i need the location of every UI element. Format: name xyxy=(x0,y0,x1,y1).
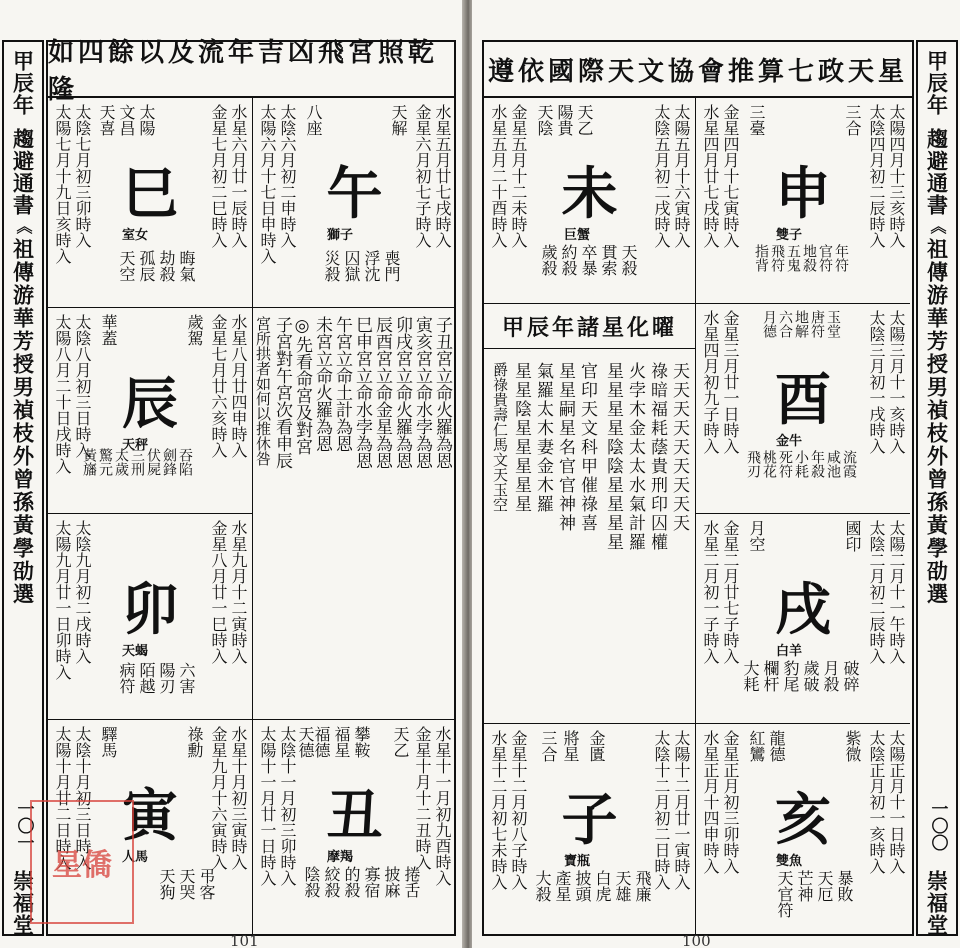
shen-label: 晦氣 xyxy=(177,250,196,282)
star-label: 三臺 xyxy=(747,104,766,136)
shen-label: 產星 xyxy=(553,870,572,902)
text-column: 午宮立命土計為恩 xyxy=(332,316,352,452)
shen-label: 弔客 xyxy=(197,868,216,900)
planet-entry: 金星二月廿七子時入 xyxy=(721,520,740,664)
page-number: 101 xyxy=(230,932,259,948)
shen-label: 豹尾 xyxy=(781,660,800,692)
star-label: 紫微 xyxy=(843,730,862,762)
planet-entry: 水星四月廿七戌時入 xyxy=(701,104,720,248)
star-row: 火孛木金太太水氣計羅 xyxy=(625,362,645,552)
star-label: 月德 xyxy=(761,310,777,338)
shen-label: 小耗 xyxy=(793,450,809,478)
planet-entry: 太陽正月十一日時入 xyxy=(887,730,906,874)
star-label: 天解 xyxy=(389,104,408,136)
spine-publisher: 崇福堂 xyxy=(10,870,36,936)
palace-char: 酉 xyxy=(775,367,831,433)
text-column: 子丑宮立命火羅為恩 xyxy=(432,316,452,469)
planet-entry: 金星五月十二未時入 xyxy=(509,104,528,248)
shen-label: 浮沈 xyxy=(362,250,381,282)
star-label: 三合 xyxy=(843,104,862,136)
star-label: 天德 xyxy=(296,726,315,758)
planet-entry: 水星十月初三寅時入 xyxy=(229,726,248,870)
palace-chou xyxy=(253,720,456,936)
star-label: 紅鸞 xyxy=(747,730,766,762)
shen-label: 年符 xyxy=(833,244,849,272)
palace-shen xyxy=(696,98,910,304)
text-column: 宮所拱者如何以推休咎 xyxy=(254,316,272,466)
shen-label: 的殺 xyxy=(342,866,361,898)
star-label: 六合 xyxy=(777,310,793,338)
star-label: 月空 xyxy=(747,520,766,552)
star-row: 天天天天天天天天天 xyxy=(669,362,689,533)
star-row: 祿暗福耗蔭貴刑印囚權 xyxy=(647,362,667,552)
spine-book-title: 趨避通書 xyxy=(10,128,36,216)
zodiac-sign: 室女 xyxy=(122,228,149,243)
shen-label: 天空 xyxy=(117,250,136,282)
palace-mao xyxy=(48,514,253,720)
palace-chen xyxy=(48,308,253,514)
red-seal-logo: 星僑 xyxy=(30,800,134,924)
planet-entry: 太陰二月初二辰時入 xyxy=(867,520,886,664)
palace-char: 亥 xyxy=(775,787,831,853)
shen-label: 暴敗 xyxy=(835,870,854,902)
zodiac-sign: 雙魚 xyxy=(776,854,803,869)
shen-label: 陌越 xyxy=(137,662,156,694)
shen-label: 天哭 xyxy=(177,868,196,900)
left-header: 如四餘以及流年吉凶飛宮照乾隆 xyxy=(48,42,454,98)
zodiac-sign: 天蝎 xyxy=(122,644,149,659)
planet-entry: 太陰六月初二申時入 xyxy=(278,104,297,248)
palace-char: 巳 xyxy=(122,161,178,227)
planet-entry: 金星四月十七寅時入 xyxy=(721,104,740,248)
text-column: 辰酉宮立命金星為恩 xyxy=(372,316,392,469)
chevron-icon: ︽ xyxy=(928,218,947,234)
right-spine-strip xyxy=(916,40,958,936)
spine-book-title: 趨避通書 xyxy=(924,128,950,216)
planet-entry: 太陽六月十七日申時入 xyxy=(258,104,277,264)
star-label: 三合 xyxy=(539,730,558,762)
star-label: 太陽 xyxy=(137,104,156,136)
palace-hai xyxy=(696,724,910,936)
right-page xyxy=(472,0,960,948)
star-row: 星星星星陰陰星星星星 xyxy=(603,362,623,552)
shen-label: 驚元 xyxy=(97,448,113,476)
shen-label: 桃花 xyxy=(761,450,777,478)
planet-entry: 金星七月初二巳時入 xyxy=(209,104,228,248)
planet-entry: 水星六月廿一辰時入 xyxy=(229,104,248,248)
palace-char: 寅 xyxy=(122,783,178,849)
shen-label: 陽刃 xyxy=(157,662,176,694)
star-label: 福星 xyxy=(332,726,351,758)
spine-year: 甲辰年 xyxy=(924,50,950,116)
shen-label: 喪門 xyxy=(382,250,401,282)
star-row: 星星嗣星名官官神神 xyxy=(555,362,575,533)
text-column: 子宮對午宮次看申辰 xyxy=(272,316,292,469)
shen-label: 六害 xyxy=(177,662,196,694)
star-label: 八座 xyxy=(304,104,323,136)
planet-entry: 水星十二月初七未時入 xyxy=(489,730,508,890)
planet-entry: 金星正月初三卯時入 xyxy=(721,730,740,874)
planet-entry: 水星八月廿四申時入 xyxy=(229,314,248,458)
planet-entry: 太陽九月廿一日卯時入 xyxy=(53,520,72,680)
palace-char: 午 xyxy=(326,161,383,227)
zodiac-sign: 人馬 xyxy=(122,850,149,865)
palace-char: 丑 xyxy=(326,783,383,849)
shen-label: 破碎 xyxy=(841,660,860,692)
star-label: 天陰 xyxy=(535,104,554,136)
planet-entry: 水星十一月初九酉時入 xyxy=(433,726,452,886)
planet-entry: 太陰八月初三日時入 xyxy=(73,314,92,458)
planet-entry: 太陰九月初二戌時入 xyxy=(73,520,92,664)
spine-author: 祖傳游華芳授男禎枝外曾孫黃學劭選 xyxy=(924,238,950,606)
palace-zi xyxy=(484,724,696,936)
star-transform-panel xyxy=(484,304,696,724)
zodiac-sign: 白羊 xyxy=(776,644,803,659)
planet-entry: 金星六月初七子時入 xyxy=(413,104,432,248)
shen-label: 飛廉 xyxy=(633,870,652,902)
text-column: 未宮立命火羅為恩 xyxy=(312,316,332,452)
spine-page-num: 一〇〇 xyxy=(927,800,948,851)
star-label: 文昌 xyxy=(117,104,136,136)
palace-you xyxy=(696,304,910,514)
palace-wei xyxy=(484,98,696,304)
shen-label: 白虎 xyxy=(593,870,612,902)
planet-entry: 太陽五月十六寅時入 xyxy=(672,104,691,248)
palace-char: 辰 xyxy=(122,371,178,437)
planet-entry: 水星九月十二寅時入 xyxy=(229,520,248,664)
shen-label: 伏屍 xyxy=(145,448,161,476)
text-column: 寅亥宮立命水孛為恩 xyxy=(412,316,432,469)
shen-label: 披頭 xyxy=(573,870,592,902)
shen-label: 披麻 xyxy=(382,866,401,898)
right-frame xyxy=(482,40,914,936)
shen-label: 指背 xyxy=(753,244,769,272)
shen-label: 三刑 xyxy=(129,448,145,476)
planet-entry: 水星四月初九子時入 xyxy=(701,310,720,454)
right-header: 遵依國際天文協會推算七政天星 xyxy=(484,42,912,98)
text-column: 卯戌宮立命火羅為恩 xyxy=(392,316,412,469)
shen-label: 地殺 xyxy=(801,244,817,272)
shen-label: 飛刃 xyxy=(745,450,761,478)
star-label: 天乙 xyxy=(391,726,410,758)
spine-year: 甲辰年 xyxy=(10,50,36,116)
star-label: 祿勳 xyxy=(185,726,204,758)
zodiac-sign: 雙子 xyxy=(776,228,803,243)
star-label: 福德 xyxy=(312,726,331,758)
shen-label: 死符 xyxy=(777,450,793,478)
star-label: 地解 xyxy=(793,310,809,338)
shen-label: 月殺 xyxy=(821,660,840,692)
palace-char: 戌 xyxy=(775,577,831,643)
shen-label: 劫殺 xyxy=(157,250,176,282)
palace-char: 子 xyxy=(561,787,618,853)
star-label: 唐符 xyxy=(809,310,825,338)
zodiac-sign: 獅子 xyxy=(327,228,354,243)
shen-label: 卒暴 xyxy=(579,244,598,276)
shen-label: 欄杆 xyxy=(761,660,780,692)
star-row: 官印天文科甲催祿喜 xyxy=(577,362,597,533)
planet-entry: 太陰七月初三卯時入 xyxy=(73,104,92,248)
shen-label: 天雄 xyxy=(613,870,632,902)
star-label: 天喜 xyxy=(97,104,116,136)
planet-entry: 太陰正月初一亥時入 xyxy=(867,730,886,874)
planet-entry: 金星十月十二丑時入 xyxy=(413,726,432,870)
page-number: 100 xyxy=(682,932,711,948)
planet-entry: 金星三月廿一日時入 xyxy=(721,310,740,454)
planet-entry: 太陽十月廿二日時入 xyxy=(53,726,72,870)
planet-entry: 太陰十一月初三卯時入 xyxy=(278,726,297,886)
shen-label: 天厄 xyxy=(815,870,834,902)
shen-label: 咸池 xyxy=(825,450,841,478)
planet-entry: 太陽二月十一午時入 xyxy=(887,520,906,664)
planet-entry: 太陽八月二十日戌時入 xyxy=(53,314,72,474)
shen-label: 黃旛 xyxy=(81,448,97,476)
shen-label: 寡宿 xyxy=(362,866,381,898)
planet-entry: 水星正月十四申時入 xyxy=(701,730,720,874)
text-column: ◎先看命宮及對宮 xyxy=(292,316,312,455)
star-label: 陽貴 xyxy=(555,104,574,136)
planet-entry: 金星十二月初八子時入 xyxy=(509,730,528,890)
star-label: 國印 xyxy=(843,520,862,552)
shen-label: 病符 xyxy=(117,662,136,694)
shen-label: 貫索 xyxy=(599,244,618,276)
shen-label: 災殺 xyxy=(322,250,341,282)
star-row: 星星陰星星星星星 xyxy=(511,362,531,514)
star-row: 爵祿貴壽仁馬文天玉空 xyxy=(491,362,509,512)
shen-label: 芒神 xyxy=(795,870,814,902)
shen-label: 五鬼 xyxy=(785,244,801,272)
shen-label: 天官符 xyxy=(775,870,794,918)
shen-label: 陰殺 xyxy=(302,866,321,898)
shen-label: 劍鋒 xyxy=(161,448,177,476)
shen-label: 囚獄 xyxy=(342,250,361,282)
planet-entry: 水星五月二十酉時入 xyxy=(489,104,508,248)
planet-entry: 金星八月廿一巳時入 xyxy=(209,520,228,664)
planet-entry: 水星二月初一子時入 xyxy=(701,520,720,664)
shen-label: 流霞 xyxy=(841,450,857,478)
palace-si xyxy=(48,98,253,308)
spine-author: 祖傳游華芳授男禎枝外曾孫黃學劭選 xyxy=(10,238,36,606)
shen-label: 吞陷 xyxy=(177,448,193,476)
spine-publisher: 崇福堂 xyxy=(924,870,950,936)
shen-label: 孤辰 xyxy=(137,250,156,282)
chevron-icon: ︽ xyxy=(14,218,33,234)
planet-entry: 太陰十月初三日時入 xyxy=(73,726,92,870)
star-label: 驛馬 xyxy=(99,726,118,758)
shen-label: 年殺 xyxy=(809,450,825,478)
planet-entry: 太陽四月十三亥時入 xyxy=(887,104,906,248)
star-label: 玉堂 xyxy=(825,310,841,338)
star-label: 攀鞍 xyxy=(352,726,371,758)
planet-entry: 太陽十一月廿一日時入 xyxy=(258,726,277,886)
zodiac-sign: 寶瓶 xyxy=(564,854,591,869)
shen-label: 約殺 xyxy=(559,244,578,276)
palace-char: 卯 xyxy=(122,577,178,643)
zodiac-sign: 金牛 xyxy=(776,434,803,449)
star-label: 龍德 xyxy=(767,730,786,762)
palace-wu xyxy=(253,98,456,308)
planet-entry: 太陰十二月初二日時入 xyxy=(652,730,671,890)
palace-xu xyxy=(696,514,910,724)
shen-label: 絞殺 xyxy=(322,866,341,898)
left-page xyxy=(0,0,466,948)
star-row: 氣羅太木妻金木羅 xyxy=(533,362,553,514)
planet-entry: 太陽十二月廿一寅時入 xyxy=(672,730,691,890)
planet-entry: 太陰五月初二戌時入 xyxy=(652,104,671,248)
planet-entry: 太陰三月初一戌時入 xyxy=(867,310,886,454)
shen-label: 歲破 xyxy=(801,660,820,692)
shen-label: 捲舌 xyxy=(402,866,421,898)
star-label: 華蓋 xyxy=(99,314,118,346)
planet-entry: 太陰四月初二辰時入 xyxy=(867,104,886,248)
zodiac-sign: 天秤 xyxy=(122,438,149,453)
star-label: 金匱 xyxy=(587,730,606,762)
shen-label: 天殺 xyxy=(619,244,638,276)
star-table-title: 甲辰年諸星化曜 xyxy=(484,304,695,349)
planet-entry: 水星五月廿七戌時入 xyxy=(433,104,452,248)
planet-entry: 太陽七月十九日亥時入 xyxy=(53,104,72,264)
planet-entry: 太陽三月十一亥時入 xyxy=(887,310,906,454)
star-label: 天乙 xyxy=(575,104,594,136)
shen-label: 太歲 xyxy=(113,448,129,476)
shen-label: 天狗 xyxy=(157,868,176,900)
palace-char: 申 xyxy=(775,161,831,227)
planet-entry: 金星七月廿六亥時入 xyxy=(209,314,228,458)
shen-label: 官符 xyxy=(817,244,833,272)
star-label: 將星 xyxy=(561,730,580,762)
ming-gong-text xyxy=(253,308,456,720)
planet-entry: 金星九月十六寅時入 xyxy=(209,726,228,870)
shen-label: 大耗 xyxy=(741,660,760,692)
palace-char: 未 xyxy=(561,161,618,227)
shen-label: 歲殺 xyxy=(539,244,558,276)
zodiac-sign: 摩羯 xyxy=(327,850,354,865)
star-label: 歲駕 xyxy=(185,314,204,346)
zodiac-sign: 巨蟹 xyxy=(564,228,591,243)
spine-page-num: 一〇一 xyxy=(13,800,34,851)
shen-label: 大殺 xyxy=(533,870,552,902)
shen-label: 飛符 xyxy=(769,244,785,272)
text-column: 巳申宮立命水孛為恩 xyxy=(352,316,372,469)
